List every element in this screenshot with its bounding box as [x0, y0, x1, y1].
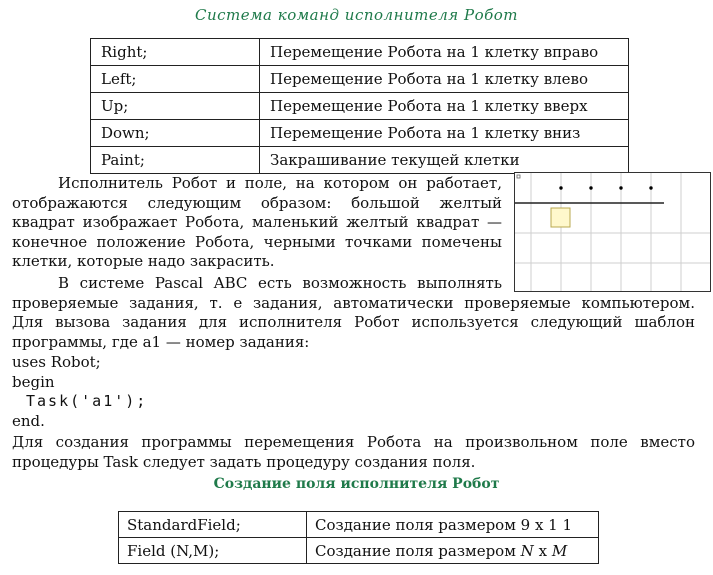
page-title: Система команд исполнителя Робот	[194, 6, 519, 24]
section-title: Создание поля исполнителя Робот	[213, 476, 500, 492]
table-row	[91, 39, 629, 66]
command-cell: StandardField;	[119, 512, 307, 538]
command-cell: Up;	[91, 93, 260, 120]
robot-square	[551, 208, 570, 227]
description-cell	[307, 538, 599, 564]
description-cell: Перемещение Робота на 1 клетку влево	[260, 66, 629, 93]
description-cell: Создание поля размером 9 x 1 1	[307, 512, 599, 538]
table-row	[91, 147, 629, 174]
code-line: begin	[12, 372, 55, 391]
command-cell: Right;	[91, 39, 260, 66]
command-cell: Field (N,M);	[119, 538, 307, 564]
field-table	[118, 511, 599, 564]
command-cell: Left;	[91, 66, 260, 93]
description-cell: Перемещение Робота на 1 клетку вправо	[260, 39, 629, 66]
table-row	[91, 66, 629, 93]
var-m: M	[551, 541, 568, 560]
command-cell: Paint;	[91, 147, 260, 174]
description-cell: Перемещение Робота на 1 клетку вверх	[260, 93, 629, 120]
text-line: Для вызова задания для исполнителя Робот используется следующий шаблон	[12, 313, 695, 331]
paint-target-dot	[619, 186, 622, 189]
paint-target-dot	[559, 186, 562, 189]
text-line: клетки, которые надо закрасить.	[12, 252, 275, 270]
description-cell: Закрашивание текущей клетки	[260, 147, 629, 174]
code-line: Task('a1');	[26, 392, 148, 410]
text-line: В системе Pascal ABC есть возможность выполнять	[58, 274, 502, 292]
paint-target-dot	[589, 186, 592, 189]
paint-target-dot	[649, 186, 652, 189]
code-line: uses Robot;	[12, 353, 101, 371]
text-line: отображаются следующим образом: большой желтый	[12, 193, 502, 212]
table-row	[91, 93, 629, 120]
code-snippet	[12, 353, 147, 431]
code-line: end.	[12, 411, 45, 430]
times-sign: x	[538, 541, 548, 560]
paragraph-robot-field	[12, 174, 502, 272]
table-row	[119, 538, 599, 564]
paragraph-pascal	[12, 274, 695, 352]
description-cell: Перемещение Робота на 1 клетку вниз	[260, 120, 629, 147]
text-line: Исполнитель Робот и поле, на котором он работает,	[58, 174, 502, 192]
table-row	[119, 512, 599, 538]
command-cell: Down;	[91, 120, 260, 147]
paragraph-field-procedure	[12, 433, 695, 472]
commands-table	[90, 38, 629, 174]
text-line: программы, где a1 — номер задания:	[12, 332, 310, 351]
corner-marker	[517, 175, 520, 178]
text-line: процедуры Task следует задать процедуру создания поля.	[12, 452, 476, 471]
text-line: конечное положение Робота, черными точками помечены	[12, 232, 502, 251]
var-n: N	[520, 541, 534, 560]
table-row	[91, 120, 629, 147]
text-line: проверяемые задания, т. е задания, автоматически проверяемые компьютером.	[12, 293, 695, 312]
text-line: квадрат изображает Робота, маленький желтый квадрат —	[12, 213, 502, 231]
text-line: Для создания программы перемещения Робота на произвольном поле вместо	[12, 433, 695, 451]
description-prefix: Создание поля размером	[315, 541, 516, 560]
